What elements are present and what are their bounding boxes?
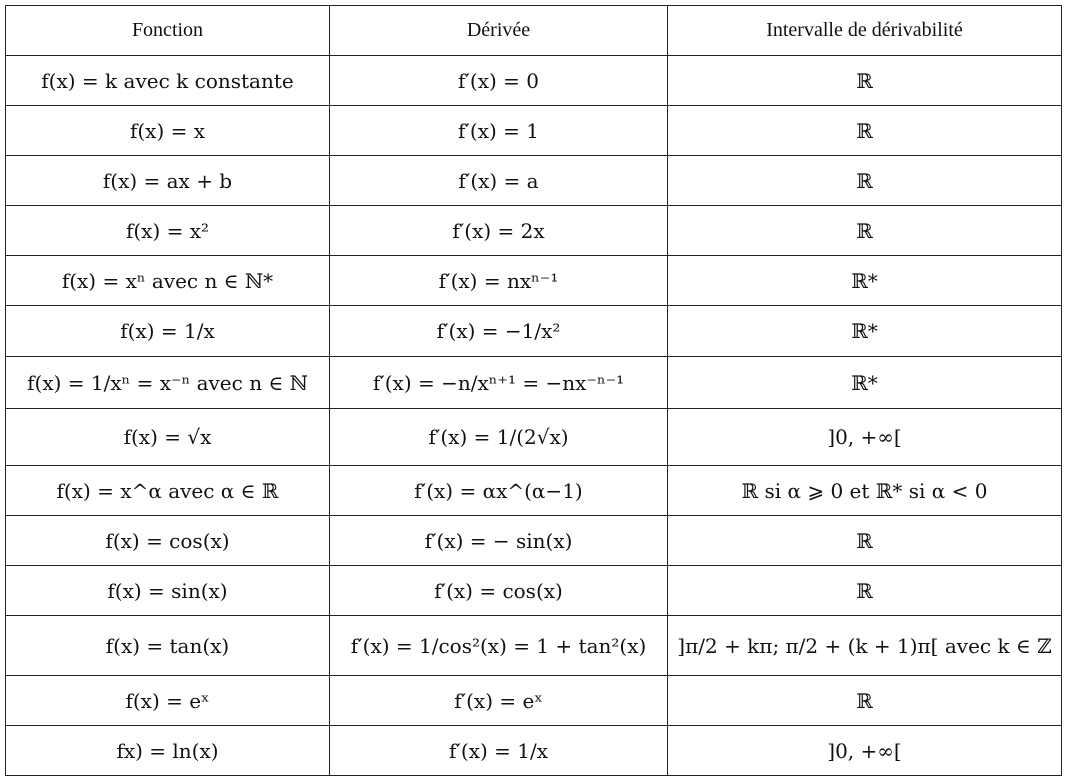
derivative-cell: f′(x) = 0 — [330, 56, 668, 106]
table-row — [6, 256, 1062, 306]
interval-cell: ℝ* — [668, 306, 1062, 357]
interval-cell: ]π/2 + kπ; π/2 + (k + 1)π[ avec k ∈ ℤ — [668, 616, 1062, 676]
function-cell: f(x) = xⁿ avec n ∈ ℕ* — [6, 256, 330, 306]
function-cell: f(x) = sin(x) — [6, 566, 330, 616]
interval-cell: ]0, +∞[ — [668, 726, 1062, 776]
derivative-cell: f′(x) = 1/cos²(x) = 1 + tan²(x) — [330, 616, 668, 676]
function-cell: f(x) = ax + b — [6, 156, 330, 206]
function-cell: f(x) = eˣ — [6, 676, 330, 726]
derivative-cell: f′(x) = 1/(2√x) — [330, 409, 668, 466]
header-derivee: Dérivée — [330, 6, 668, 56]
interval-cell: ℝ — [668, 206, 1062, 256]
derivative-cell: f′(x) = 1 — [330, 106, 668, 156]
header-fonction: Fonction — [6, 6, 330, 56]
table-row — [6, 409, 1062, 466]
function-cell: f(x) = cos(x) — [6, 516, 330, 566]
interval-cell: ]0, +∞[ — [668, 409, 1062, 466]
derivative-cell: f′(x) = −1/x² — [330, 306, 668, 357]
derivatives-table — [5, 5, 1062, 776]
interval-cell: ℝ — [668, 676, 1062, 726]
derivative-cell: f′(x) = −n/xⁿ⁺¹ = −nx⁻ⁿ⁻¹ — [330, 357, 668, 409]
derivative-cell: f′(x) = αx^(α−1) — [330, 466, 668, 516]
table-row — [6, 566, 1062, 616]
function-cell: f(x) = 1/xⁿ = x⁻ⁿ avec n ∈ ℕ — [6, 357, 330, 409]
table-row — [6, 206, 1062, 256]
derivative-cell: f′(x) = eˣ — [330, 676, 668, 726]
table-body — [6, 56, 1062, 776]
table-row — [6, 106, 1062, 156]
derivative-cell: f′(x) = 1/x — [330, 726, 668, 776]
interval-cell: ℝ si α ⩾ 0 et ℝ* si α < 0 — [668, 466, 1062, 516]
function-cell: f(x) = tan(x) — [6, 616, 330, 676]
interval-cell: ℝ — [668, 106, 1062, 156]
derivative-cell: f′(x) = − sin(x) — [330, 516, 668, 566]
table-row — [6, 56, 1062, 106]
function-cell: fx) = ln(x) — [6, 726, 330, 776]
function-cell: f(x) = k avec k constante — [6, 56, 330, 106]
derivative-cell: f′(x) = nxⁿ⁻¹ — [330, 256, 668, 306]
derivative-cell: f′(x) = cos(x) — [330, 566, 668, 616]
header-row — [6, 6, 1062, 56]
table-row — [6, 466, 1062, 516]
derivative-cell: f′(x) = a — [330, 156, 668, 206]
interval-cell: ℝ — [668, 516, 1062, 566]
table-wrapper — [5, 5, 1062, 776]
function-cell: f(x) = x — [6, 106, 330, 156]
table-row — [6, 306, 1062, 357]
table-row — [6, 516, 1062, 566]
table-row — [6, 156, 1062, 206]
derivative-cell: f′(x) = 2x — [330, 206, 668, 256]
table-row — [6, 676, 1062, 726]
function-cell: f(x) = √x — [6, 409, 330, 466]
interval-cell: ℝ* — [668, 256, 1062, 306]
interval-cell: ℝ* — [668, 357, 1062, 409]
header-intervalle: Intervalle de dérivabilité — [668, 6, 1062, 56]
interval-cell: ℝ — [668, 156, 1062, 206]
function-cell: f(x) = x² — [6, 206, 330, 256]
interval-cell: ℝ — [668, 56, 1062, 106]
table-row — [6, 726, 1062, 776]
function-cell: f(x) = x^α avec α ∈ ℝ — [6, 466, 330, 516]
function-cell: f(x) = 1/x — [6, 306, 330, 357]
interval-cell: ℝ — [668, 566, 1062, 616]
table-row — [6, 616, 1062, 676]
table-row — [6, 357, 1062, 409]
